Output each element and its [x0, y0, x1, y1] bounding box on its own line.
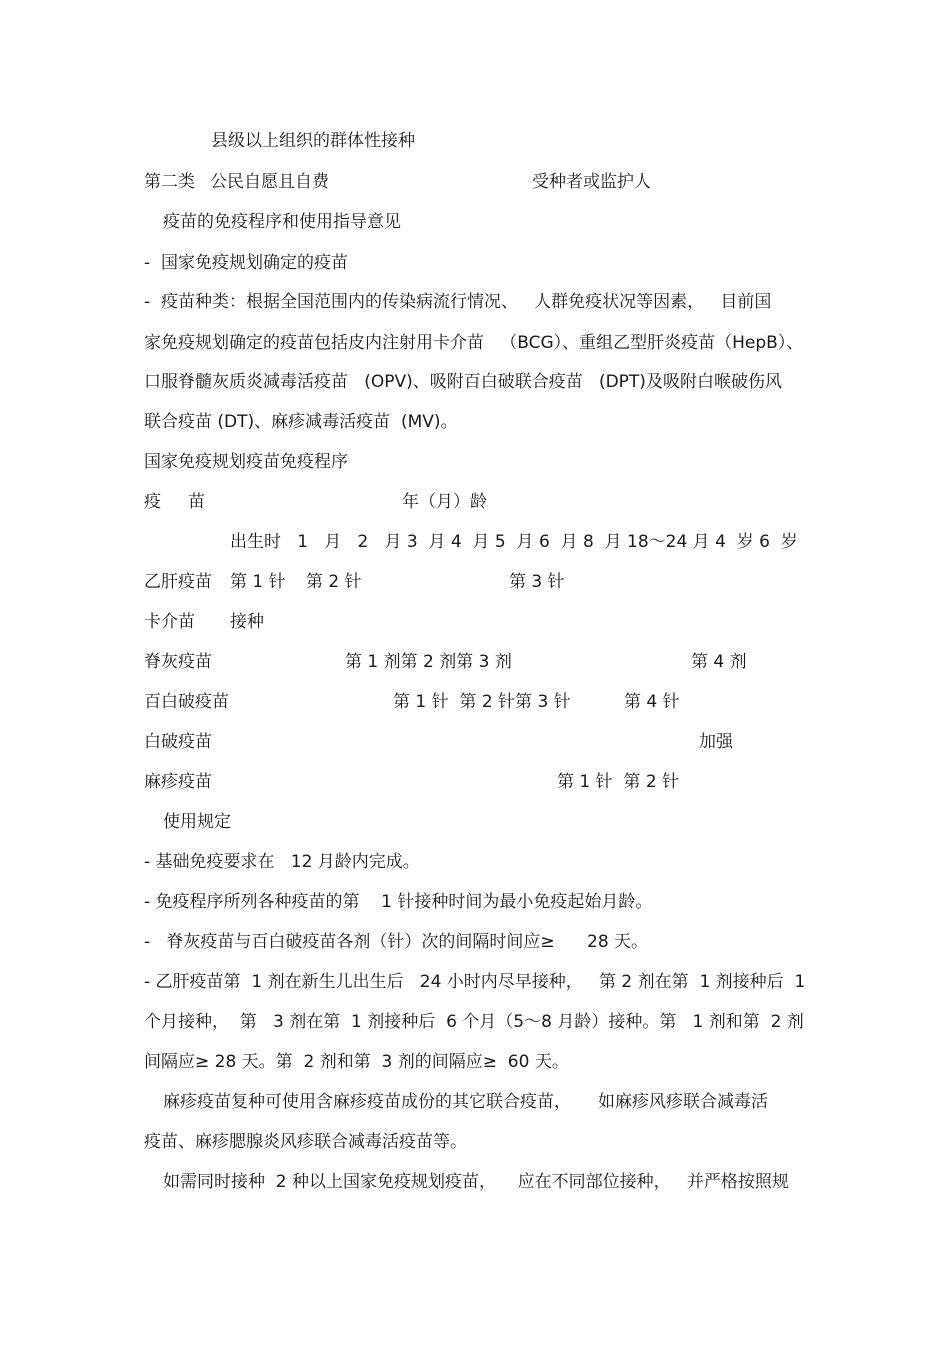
schedule-row-name: 百白破疫苗	[144, 692, 229, 712]
category-label: 第二类	[144, 172, 195, 192]
rules-line: 间隔应≥ 28 天。第 2 剂和第 3 剂的间隔应≥ 60 天。	[144, 1052, 569, 1072]
schedule-row-dose: 第 4 针	[624, 692, 680, 712]
schedule-row-dose: 第 4 剂	[691, 652, 747, 672]
schedule-row-name: 乙肝疫苗	[144, 572, 212, 592]
rules-heading: 使用规定	[163, 812, 231, 832]
category-payer: 受种者或监护人	[532, 172, 651, 192]
paragraph-line: - 疫苗种类：根据全国范围内的传染病流行情况、 人群免疫状况等因素， 目前国	[144, 292, 772, 312]
schedule-row-dose: 加强	[699, 732, 733, 752]
category-payment: 公民自愿且自费	[210, 172, 329, 192]
paragraph-line: 联合疫苗 (DT)、麻疹减毒活疫苗 (MV)。	[144, 412, 458, 432]
rules-line: 疫苗、麻疹腮腺炎风疹联合减毒活疫苗等。	[144, 1132, 467, 1152]
schedule-col-vaccine: 疫 苗	[144, 492, 206, 512]
rules-line: 如需同时接种 2 种以上国家免疫规划疫苗， 应在不同部位接种， 并严格按照规	[163, 1172, 789, 1192]
schedule-ages-row: 出生时 1 月 2 月 3 月 4 月 5 月 6 月 8 月 18～24 月 4 岁 6 岁	[230, 532, 798, 552]
schedule-row-name: 白破疫苗	[144, 732, 212, 752]
schedule-row-dose: 第 1 针 第 2 针第 3 针	[393, 692, 571, 712]
subsection-title: - 国家免疫规划确定的疫苗	[144, 253, 348, 273]
schedule-col-age: 年（月）龄	[402, 492, 487, 512]
schedule-row-dose: 第 1 针	[230, 572, 286, 592]
rules-line: - 基础免疫要求在 12 月龄内完成。	[144, 852, 420, 872]
schedule-title: 国家免疫规划疫苗免疫程序	[144, 452, 348, 472]
schedule-row-dose: 第 2 针	[306, 572, 362, 592]
paragraph-line: 口服脊髓灰质炎减毒活疫苗 (OPV)、吸附百白破联合疫苗 (DPT)及吸附白喉破伤风	[144, 372, 782, 392]
heading-group-vaccination: 县级以上组织的群体性接种	[211, 131, 415, 151]
rules-line: - 脊灰疫苗与百白破疫苗各剂（针）次的间隔时间应≥ 28 天。	[144, 932, 649, 952]
schedule-row-name: 脊灰疫苗	[144, 652, 212, 672]
schedule-row-dose: 第 1 针 第 2 针	[557, 772, 680, 792]
schedule-row-name: 麻疹疫苗	[144, 772, 212, 792]
rules-line: 麻疹疫苗复种可使用含麻疹疫苗成份的其它联合疫苗， 如麻疹风疹联合减毒活	[163, 1092, 769, 1112]
rules-line: - 乙肝疫苗第 1 剂在新生儿出生后 24 小时内尽早接种， 第 2 剂在第 1 剂接种后 1	[144, 972, 806, 992]
section-title: 疫苗的免疫程序和使用指导意见	[163, 212, 401, 232]
schedule-row-dose: 第 1 剂第 2 剂第 3 剂	[345, 652, 512, 672]
rules-line: 个月接种， 第 3 剂在第 1 剂接种后 6 个月（5～8 月龄）接种。第 1 剂和第 2 剂	[144, 1012, 804, 1032]
schedule-row-dose: 接种	[230, 612, 264, 632]
paragraph-line: 家免疫规划确定的疫苗包括皮内注射用卡介苗 （BCG）、重组乙型肝炎疫苗（HepB）、	[144, 333, 804, 353]
schedule-row-name: 卡介苗	[144, 612, 195, 632]
rules-line: - 免疫程序所列各种疫苗的第 1 针接种时间为最小免疫起始月龄。	[144, 892, 653, 912]
schedule-row-dose: 第 3 针	[509, 572, 565, 592]
